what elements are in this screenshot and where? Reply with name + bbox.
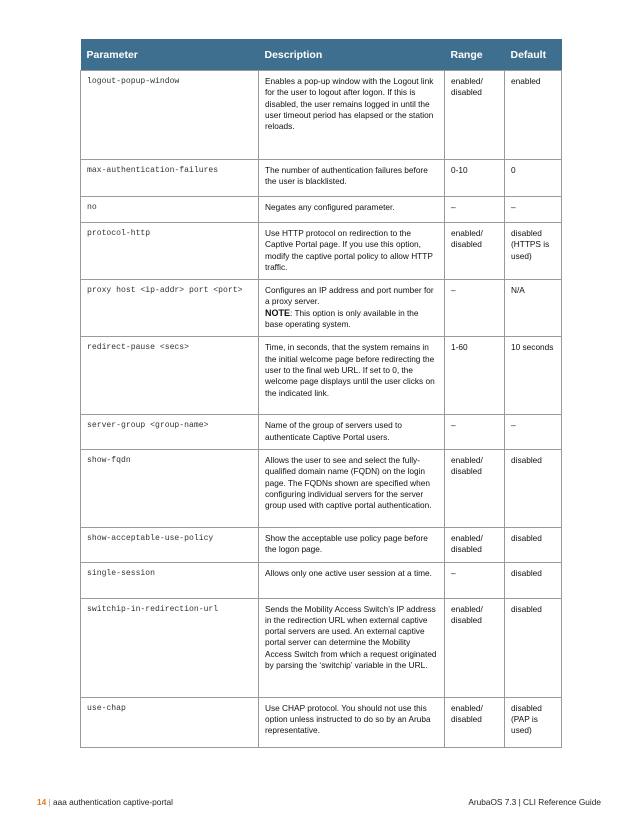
table-row xyxy=(81,280,562,337)
param-range: – xyxy=(445,280,505,337)
param-name: show-acceptable-use-policy xyxy=(81,527,259,562)
param-default: disabled xyxy=(505,598,562,697)
param-name: logout-popup-window xyxy=(81,71,259,160)
param-name: max-authentication-failures xyxy=(81,160,259,197)
param-range: 0-10 xyxy=(445,160,505,197)
param-default: 10 seconds xyxy=(505,337,562,415)
param-description: Negates any configured parameter. xyxy=(259,197,445,223)
param-name: switchip-in-redirection-url xyxy=(81,598,259,697)
param-default: disabled xyxy=(505,562,562,598)
param-range: – xyxy=(445,562,505,598)
param-default: disabled xyxy=(505,449,562,527)
header-description: Description xyxy=(259,39,445,71)
table-row xyxy=(81,415,562,450)
param-name: redirect-pause <secs> xyxy=(81,337,259,415)
footer-section: aaa authentication captive-portal xyxy=(53,797,173,807)
param-default: disabled (HTTPS is used) xyxy=(505,223,562,280)
param-description: Name of the group of servers used to authenticate Captive Portal users. xyxy=(259,415,445,450)
param-name: server-group <group-name> xyxy=(81,415,259,450)
param-name: use-chap xyxy=(81,697,259,747)
param-name: single-session xyxy=(81,562,259,598)
table-header-row xyxy=(81,39,562,71)
table-row xyxy=(81,71,562,160)
param-description: Use CHAP protocol. You should not use this option unless instructed to do so by an Aruba representative. xyxy=(259,697,445,747)
table-row xyxy=(81,697,562,747)
footer-left xyxy=(37,797,173,807)
param-default: disabled (PAP is used) xyxy=(505,697,562,747)
param-description: Enables a pop-up window with the Logout link for the user to logout after logon. If this is disabled, the user remains logged in until the user timeout period has elapsed or the station reloads. xyxy=(259,71,445,160)
page-number: 14 xyxy=(37,797,47,807)
param-range: enabled/ disabled xyxy=(445,527,505,562)
table-row xyxy=(81,223,562,280)
table-row xyxy=(81,197,562,223)
param-name: protocol-http xyxy=(81,223,259,280)
param-default: N/A xyxy=(505,280,562,337)
footer-separator: | xyxy=(48,797,51,807)
param-description: Sends the Mobility Access Switch’s IP address in the redirection URL when external captive portal servers are used. An external captive portal server can determine the Mobility Access Switch from which a request originated by parsing the ‘switchip’ variable in the URL. xyxy=(259,598,445,697)
table-row xyxy=(81,562,562,598)
table-row xyxy=(81,337,562,415)
param-range: enabled/ disabled xyxy=(445,598,505,697)
param-default: – xyxy=(505,197,562,223)
note-text: : This option is only available in the base operating system. xyxy=(265,307,419,330)
param-range: – xyxy=(445,415,505,450)
header-parameter: Parameter xyxy=(81,39,259,71)
param-default: disabled xyxy=(505,527,562,562)
note-label: NOTE xyxy=(265,307,291,318)
param-name: no xyxy=(81,197,259,223)
table-row xyxy=(81,160,562,197)
param-description: Time, in seconds, that the system remains in the initial welcome page before redirecting the user to the final web URL. If set to 0, the welcome page displays until the user clicks on the indicated link. xyxy=(259,337,445,415)
parameters-table xyxy=(80,39,562,748)
param-range: enabled/ disabled xyxy=(445,223,505,280)
param-range: – xyxy=(445,197,505,223)
table-row xyxy=(81,598,562,697)
footer-guide-title: ArubaOS 7.3 | CLI Reference Guide xyxy=(468,797,601,807)
param-range: enabled/ disabled xyxy=(445,697,505,747)
param-description: Allows only one active user session at a time. xyxy=(259,562,445,598)
param-default: 0 xyxy=(505,160,562,197)
param-range: enabled/ disabled xyxy=(445,71,505,160)
param-description: The number of authentication failures before the user is blacklisted. xyxy=(259,160,445,197)
param-name: show-fqdn xyxy=(81,449,259,527)
param-description-text: Configures an IP address and port number for a proxy server. xyxy=(265,285,434,307)
table-row xyxy=(81,527,562,562)
table-row xyxy=(81,449,562,527)
param-range: 1-60 xyxy=(445,337,505,415)
param-description: Allows the user to see and select the fully-qualified domain name (FQDN) on the login page. The FQDNs shown are specified when configuring individual servers for the server group used with captive portal authentication. xyxy=(259,449,445,527)
param-range: enabled/ disabled xyxy=(445,449,505,527)
param-description: Use HTTP protocol on redirection to the Captive Portal page. If you use this option, modify the captive portal policy to allow HTTP traffic. xyxy=(259,223,445,280)
param-name: proxy host <ip-addr> port <port> xyxy=(81,280,259,337)
header-range: Range xyxy=(445,39,505,71)
param-default: enabled xyxy=(505,71,562,160)
param-description: Show the acceptable use policy page before the logon page. xyxy=(259,527,445,562)
param-default: – xyxy=(505,415,562,450)
param-description xyxy=(259,280,445,337)
header-default: Default xyxy=(505,39,562,71)
